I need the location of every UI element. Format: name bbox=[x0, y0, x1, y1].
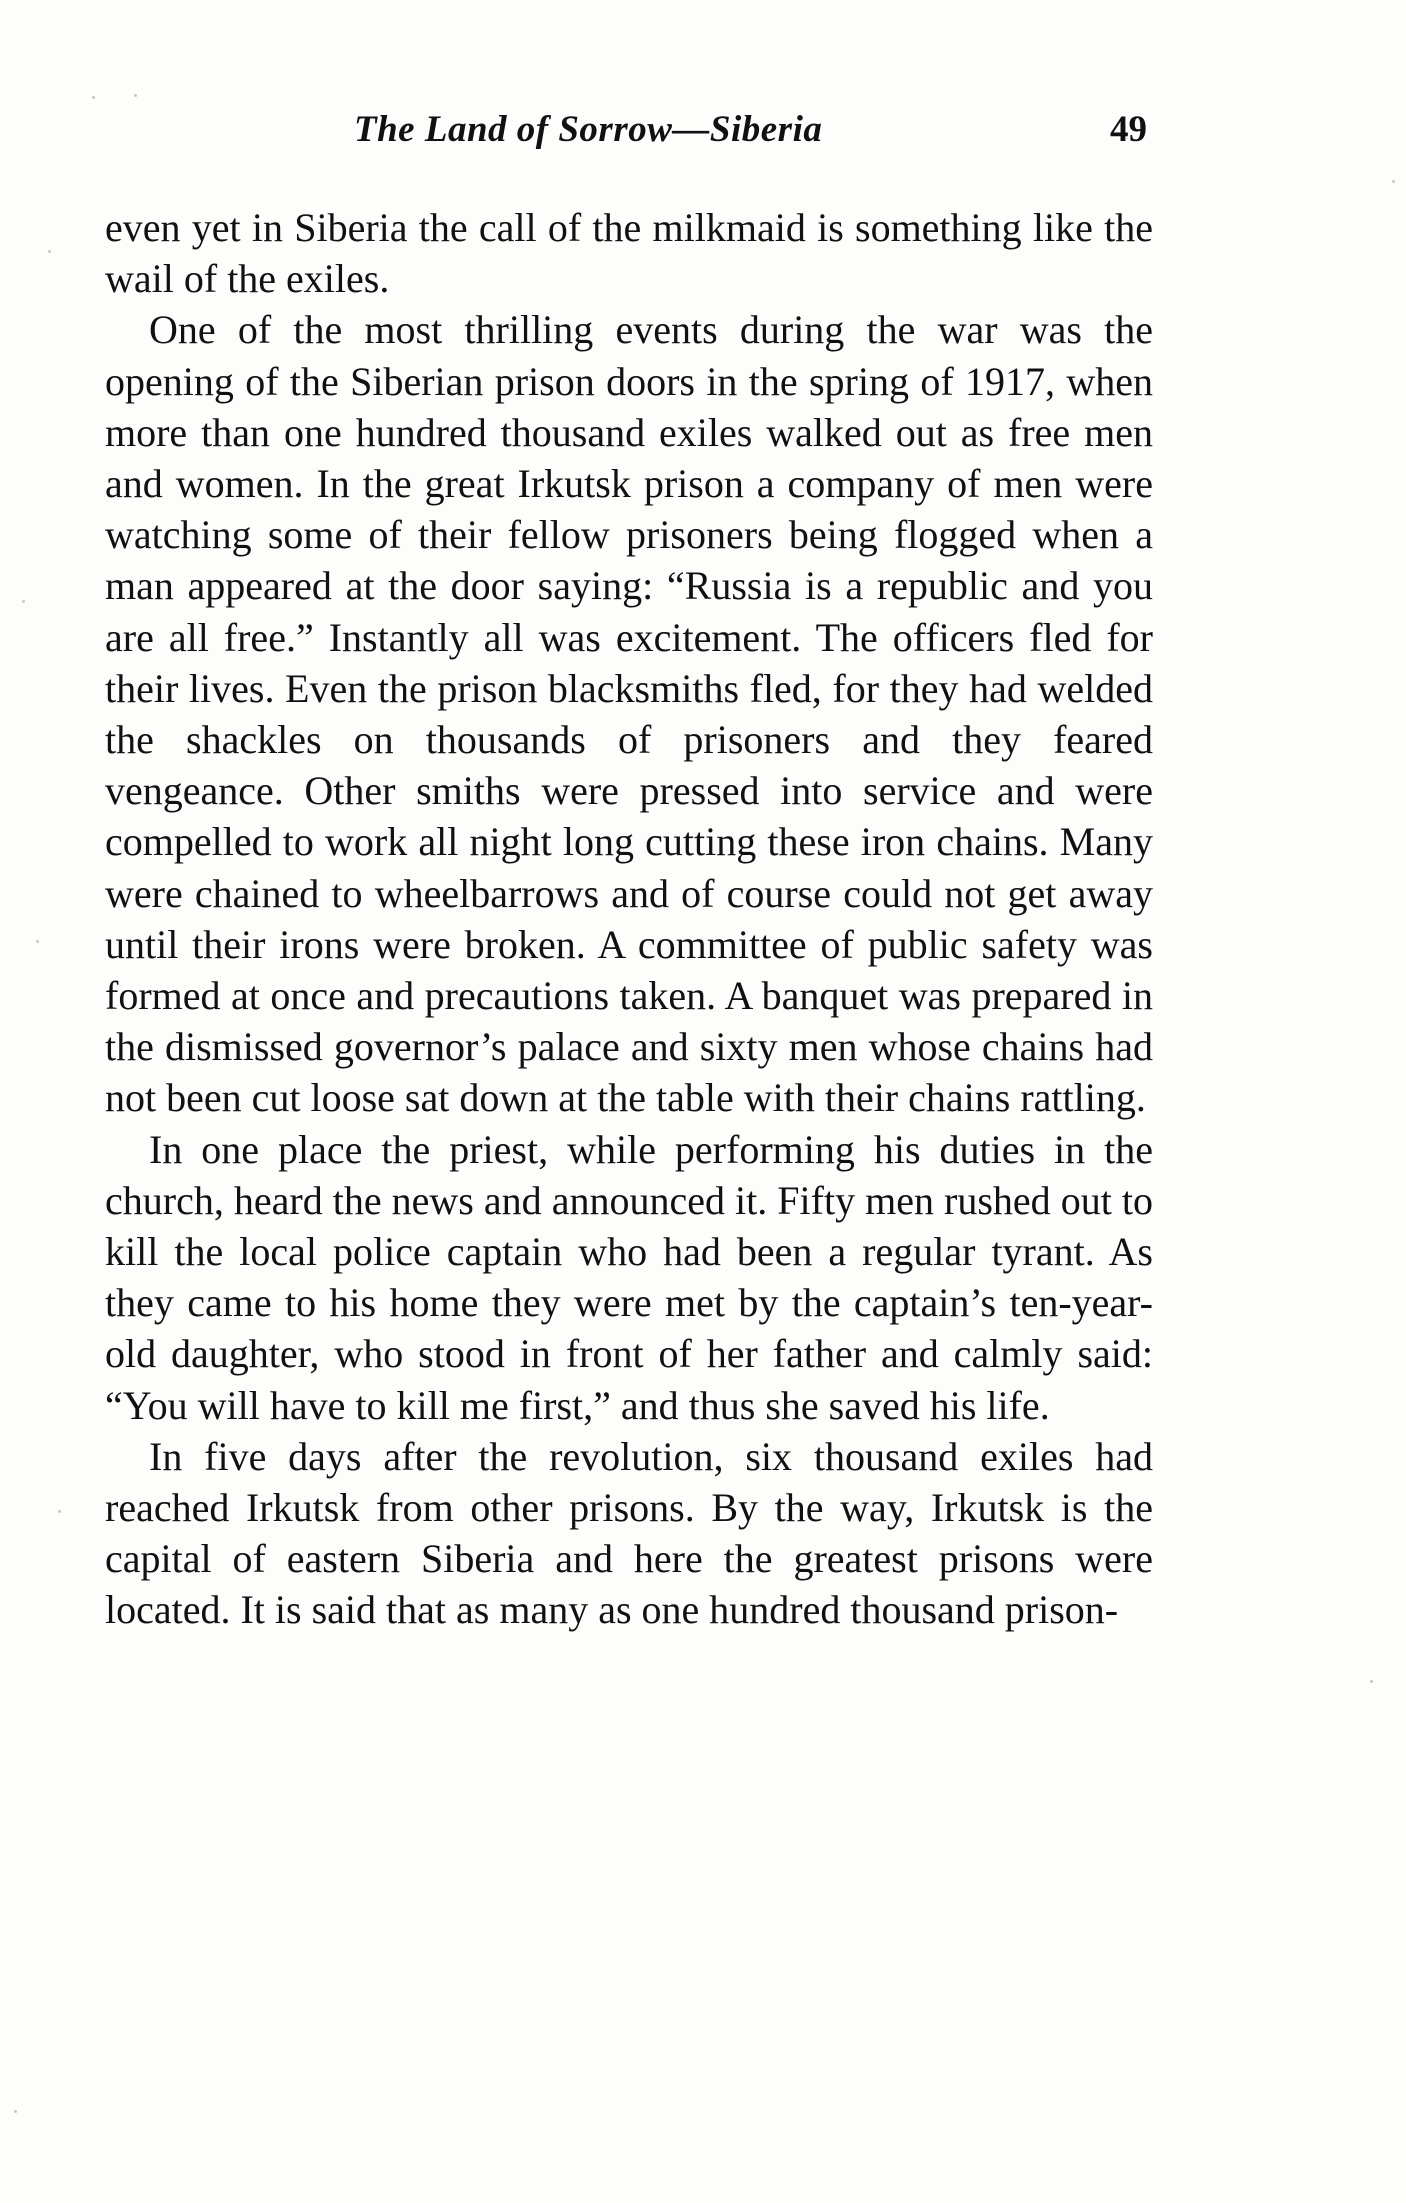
running-header bbox=[0, 108, 1406, 156]
page-number: 49 bbox=[1110, 109, 1147, 150]
scan-speck bbox=[22, 600, 25, 603]
scan-speck bbox=[92, 96, 95, 99]
scan-speck bbox=[14, 2110, 17, 2113]
paragraph-prison-doors: One of the most thrilling events during the war was the opening of the Siberian prison doors in the spring of 1917, when more than one hundred thousand exiles walked out as free men and women. In the great Irkutsk prison a company of men were watching some of their fellow prisoners being flogged when a man appeared at the door saying: “Russia is a republic and you are all free.” Instantly all was excitement. The officers fled for their lives. Even the prison blacksmiths fled, for they had welded the shackles on thousands of prisoners and they feared vengeance. Other smiths were pressed into service and were compelled to work all night long cutting these iron chains. Many were chained to wheelbarrows and of course could not get away until their irons were broken. A committee of public safety was formed at once and precautions taken. A banquet was prepared in the dismissed governor’s palace and sixty men whose chains had not been cut loose sat down at the table with their chains rattling. bbox=[105, 307, 1153, 1121]
scan-speck bbox=[1370, 1680, 1373, 1683]
paragraph-continued: even yet in Siberia the call of the milkmaid is something like the wail of the exiles. bbox=[105, 205, 1153, 302]
body-text bbox=[105, 202, 1153, 1636]
scan-speck bbox=[58, 1510, 61, 1513]
scan-speck bbox=[1392, 180, 1395, 183]
scan-speck bbox=[134, 94, 137, 97]
scan-speck bbox=[48, 250, 51, 253]
paragraph-five-days: In five days after the revolution, six thousand exiles had reached Irkutsk from other prisons. By the way, Irkutsk is the capital of eastern Siberia and here the greatest prisons were located. It is said that as many as one hundred thousand prison- bbox=[105, 1433, 1153, 1633]
paragraph-priest: In one place the priest, while performing his duties in the church, heard the news and announced it. Fifty men rushed out to kill the local police captain who had been a regular tyrant. As they came to his home they were met by the captain’s ten-year-old daughter, who stood in front of her father and calmly said: “You will have to kill me first,” and thus she saved his life. bbox=[105, 1126, 1153, 1428]
running-title: The Land of Sorrow—Siberia bbox=[354, 109, 823, 150]
scan-speck bbox=[36, 940, 39, 943]
